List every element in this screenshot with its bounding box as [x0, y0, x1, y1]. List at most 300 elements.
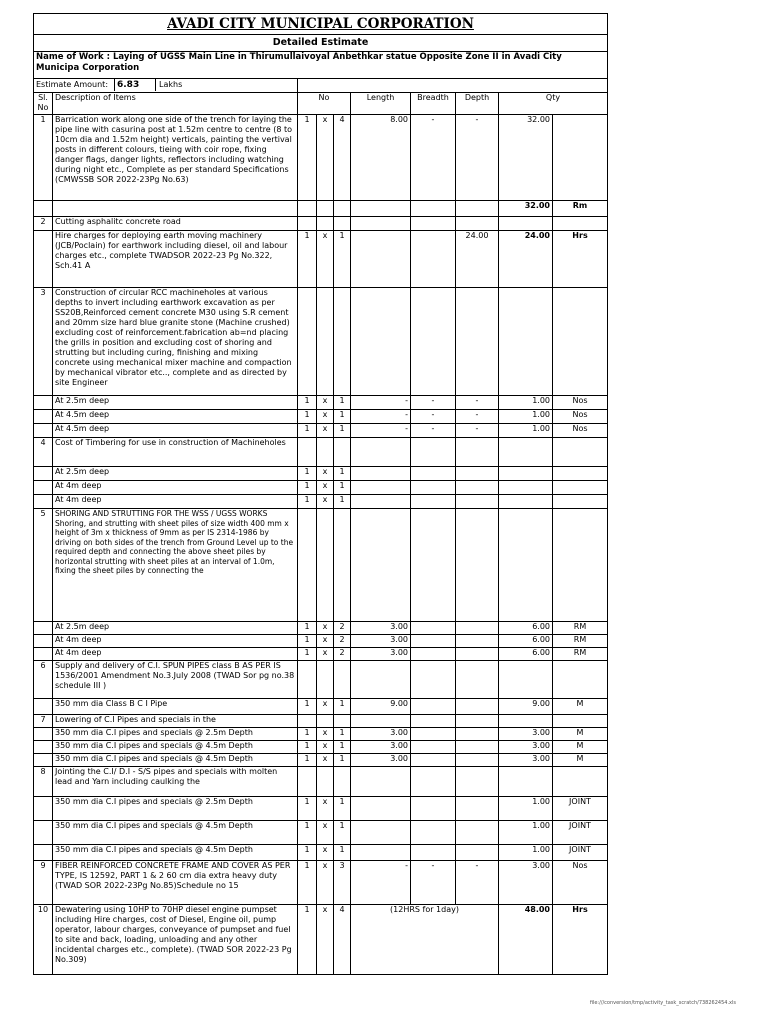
row-depth — [456, 495, 499, 509]
row-length — [351, 288, 411, 396]
row-multiply-sign — [317, 438, 334, 467]
row-length — [351, 495, 411, 509]
row-depth — [456, 715, 499, 728]
row-description: Cutting asphalitc concrete road — [53, 217, 298, 231]
page-subtitle: Detailed Estimate — [34, 35, 608, 52]
row-description: 350 mm dia C.I pipes and specials @ 4.5m Depth — [53, 754, 298, 767]
row-qty: 3.00 — [499, 861, 553, 905]
row-no-count: 1 — [298, 635, 317, 648]
row-qty — [499, 288, 553, 396]
row-sl — [34, 481, 53, 495]
row-unit: RM — [553, 622, 608, 635]
row-breadth — [411, 797, 456, 821]
row-multiply-sign: x — [317, 481, 334, 495]
row-breadth: - — [411, 115, 456, 201]
row-description: 350 mm dia C.I pipes and specials @ 2.5m Depth — [53, 797, 298, 821]
row-no-count — [298, 288, 317, 396]
row-unit: M — [553, 741, 608, 754]
row-sl: 2 — [34, 217, 53, 231]
table-row — [34, 797, 608, 821]
row-qty — [499, 767, 553, 797]
row-unit: RM — [553, 635, 608, 648]
row-qty: 3.00 — [499, 741, 553, 754]
row-qty: 6.00 — [499, 635, 553, 648]
row-no-multiplier — [334, 661, 351, 699]
table-row — [34, 741, 608, 754]
row-length: 3.00 — [351, 728, 411, 741]
row-qty: 6.00 — [499, 622, 553, 635]
row-breadth — [411, 217, 456, 231]
row-no-count: 1 — [298, 699, 317, 715]
row-breadth: - — [411, 424, 456, 438]
table-row — [34, 767, 608, 797]
row-multiply-sign — [317, 661, 334, 699]
row-no-multiplier: 1 — [334, 495, 351, 509]
row-multiply-sign — [317, 715, 334, 728]
row-no-multiplier: 1 — [334, 741, 351, 754]
row-multiply-sign — [317, 217, 334, 231]
row-qty: 1.00 — [499, 410, 553, 424]
table-row — [34, 845, 608, 861]
row-depth — [456, 845, 499, 861]
row-unit — [553, 217, 608, 231]
row-description: 350 mm dia C.I pipes and specials @ 4.5m Depth — [53, 845, 298, 861]
row-multiply-sign: x — [317, 699, 334, 715]
row-depth — [456, 467, 499, 481]
row-depth — [456, 661, 499, 699]
row-sl — [34, 821, 53, 845]
row-unit — [553, 509, 608, 622]
row-length — [351, 821, 411, 845]
row-breadth — [411, 767, 456, 797]
row-depth — [456, 797, 499, 821]
row-description: Construction of circular RCC machineholes at various depths to invert including earthwork excavation as per SS20B,Reinforced cement concrete M30 using S.R cement and 20mm size hard blue granite stone (Machine crushed) excluding cost of reinforcement.fabrication ab=nd placing the grills in position and excluding cost of shoring and strutting but including curing, finishing and mixing concrete using mechanical mixer machine and compaction by mechanical vibrator etc.., complete and as directed by site Engineer — [53, 288, 298, 396]
row-unit — [553, 661, 608, 699]
table-row — [34, 905, 608, 975]
row-description: At 4m deep — [53, 495, 298, 509]
row-no-multiplier: 4 — [334, 115, 351, 201]
row-description: At 4m deep — [53, 648, 298, 661]
row-unit: JOINT — [553, 821, 608, 845]
row-sl: 1 — [34, 115, 53, 201]
row-unit: Hrs — [553, 905, 608, 975]
row-unit — [553, 715, 608, 728]
row-length: - — [351, 424, 411, 438]
table-row — [34, 754, 608, 767]
row-breadth: - — [411, 410, 456, 424]
row-description: At 4.5m deep — [53, 424, 298, 438]
row-length — [351, 715, 411, 728]
row-description: Barrication work along one side of the trench for laying the pipe line with casurina post at 1.52m centre to centre (8 to 10cm dia and 1.52m height) verticals, painting the vertival posts in different colours, tieing with coir rope, fixing danger flags, danger lights, reflectors including watching during night etc., Complete as per standard Specifications (CMWSSB SOR 2022-23Pg No.63) — [53, 115, 298, 201]
row-sl — [34, 797, 53, 821]
row-no-multiplier: 1 — [334, 728, 351, 741]
row-no-multiplier: 1 — [334, 396, 351, 410]
table-row — [34, 699, 608, 715]
row-no-count — [298, 715, 317, 728]
row-no-multiplier — [334, 767, 351, 797]
row-length — [351, 481, 411, 495]
row-breadth — [411, 728, 456, 741]
row-multiply-sign: x — [317, 622, 334, 635]
row-description: 350 mm dia C.I pipes and specials @ 4.5m Depth — [53, 821, 298, 845]
table-row — [34, 201, 608, 217]
row-qty: 3.00 — [499, 754, 553, 767]
row-no-count — [298, 661, 317, 699]
row-depth — [456, 509, 499, 622]
table-row — [34, 861, 608, 905]
col-header-length: Length — [351, 93, 411, 115]
row-multiply-sign: x — [317, 754, 334, 767]
row-description: At 4.5m deep — [53, 410, 298, 424]
row-depth: 24.00 — [456, 231, 499, 288]
row-breadth: - — [411, 396, 456, 410]
row-no-multiplier: 1 — [334, 481, 351, 495]
row-sl: 4 — [34, 438, 53, 467]
table-row — [34, 661, 608, 699]
row-sl — [34, 754, 53, 767]
row-depth — [456, 622, 499, 635]
table-row — [34, 495, 608, 509]
row-length — [351, 797, 411, 821]
row-no-multiplier: 1 — [334, 410, 351, 424]
row-depth: - — [456, 861, 499, 905]
row-no-count: 1 — [298, 754, 317, 767]
row-depth — [456, 728, 499, 741]
row-no-count: 1 — [298, 845, 317, 861]
row-no-count: 1 — [298, 797, 317, 821]
row-no-multiplier — [334, 509, 351, 622]
row-depth — [456, 438, 499, 467]
row-sl — [34, 622, 53, 635]
row-multiply-sign: x — [317, 635, 334, 648]
row-qty — [499, 217, 553, 231]
row-description: At 2.5m deep — [53, 467, 298, 481]
row-multiply-sign: x — [317, 797, 334, 821]
row-multiply-sign: x — [317, 821, 334, 845]
row-multiply-sign: x — [317, 905, 334, 975]
row-qty — [499, 438, 553, 467]
row-depth: - — [456, 396, 499, 410]
row-qty: 6.00 — [499, 648, 553, 661]
row-unit — [553, 767, 608, 797]
row-no-count — [298, 509, 317, 622]
file-path-footer: file:///conversion/tmp/activity_task_scratch/738262454.xls — [589, 1000, 736, 1006]
row-length — [351, 231, 411, 288]
row-sl — [34, 648, 53, 661]
row-breadth — [411, 635, 456, 648]
row-no-count: 1 — [298, 905, 317, 975]
row-no-count: 1 — [298, 467, 317, 481]
table-row — [34, 622, 608, 635]
row-unit: Hrs — [553, 231, 608, 288]
table-row — [34, 217, 608, 231]
row-qty: 1.00 — [499, 845, 553, 861]
row-unit: Nos — [553, 424, 608, 438]
row-breadth — [411, 821, 456, 845]
row-multiply-sign: x — [317, 845, 334, 861]
row-sl: 5 — [34, 509, 53, 622]
row-length: (12HRS for 1day) — [351, 905, 499, 975]
estimate-amount-value: 6.83 — [115, 79, 156, 91]
col-header-sl: Sl. No — [34, 93, 53, 115]
row-description: Cost of Timbering for use in construction of Machineholes — [53, 438, 298, 467]
table-row — [34, 635, 608, 648]
row-sl — [34, 201, 53, 217]
row-no-multiplier: 4 — [334, 905, 351, 975]
row-description: Dewatering using 10HP to 70HP diesel engine pumpset including Hire charges, cost of Diesel, Engine oil, pump operator, labour charges, conveyance of pumpset and fuel to site and back, loading, unloading and any other incidental charges etc., complete). (TWAD SOR 2022-23 Pg No.309) — [53, 905, 298, 975]
row-no-multiplier — [334, 288, 351, 396]
row-no-multiplier: 1 — [334, 424, 351, 438]
row-sl — [34, 495, 53, 509]
row-depth — [456, 481, 499, 495]
row-no-multiplier — [334, 201, 351, 217]
row-no-multiplier: 2 — [334, 635, 351, 648]
row-length — [351, 661, 411, 699]
row-no-count: 1 — [298, 115, 317, 201]
col-header-qty: Qty — [499, 93, 608, 115]
row-breadth — [411, 754, 456, 767]
row-no-multiplier: 1 — [334, 821, 351, 845]
table-row — [34, 648, 608, 661]
row-sl: 6 — [34, 661, 53, 699]
table-row — [34, 396, 608, 410]
row-length — [351, 845, 411, 861]
row-qty — [499, 661, 553, 699]
col-header-description: Description of Items — [53, 93, 298, 115]
row-length — [351, 217, 411, 231]
table-row — [34, 821, 608, 845]
row-depth — [456, 754, 499, 767]
row-unit — [553, 467, 608, 481]
table-row — [34, 715, 608, 728]
row-breadth — [411, 741, 456, 754]
row-unit: Rm — [553, 201, 608, 217]
table-row — [34, 231, 608, 288]
row-multiply-sign — [317, 509, 334, 622]
row-breadth — [411, 231, 456, 288]
row-description: At 2.5m deep — [53, 396, 298, 410]
row-breadth — [411, 509, 456, 622]
row-breadth — [411, 622, 456, 635]
row-unit: RM — [553, 648, 608, 661]
row-no-count: 1 — [298, 821, 317, 845]
row-no-multiplier — [334, 438, 351, 467]
row-no-multiplier — [334, 715, 351, 728]
row-description: FIBER REINFORCED CONCRETE FRAME AND COVER AS PER TYPE, IS 12592, PART 1 & 2 60 cm dia extra heavy duty (TWAD SOR 2022-23Pg No.85)Schedule no 15 — [53, 861, 298, 905]
row-sl — [34, 741, 53, 754]
row-multiply-sign: x — [317, 861, 334, 905]
row-length: 3.00 — [351, 635, 411, 648]
row-breadth — [411, 201, 456, 217]
row-multiply-sign: x — [317, 115, 334, 201]
row-depth: - — [456, 115, 499, 201]
row-no-count — [298, 201, 317, 217]
row-no-multiplier: 2 — [334, 648, 351, 661]
row-multiply-sign: x — [317, 396, 334, 410]
row-multiply-sign — [317, 288, 334, 396]
table-row — [34, 115, 608, 201]
row-sl: 8 — [34, 767, 53, 797]
table-row — [34, 410, 608, 424]
row-no-count: 1 — [298, 231, 317, 288]
row-sl: 9 — [34, 861, 53, 905]
table-row — [34, 509, 608, 622]
row-unit — [553, 495, 608, 509]
row-description: At 4m deep — [53, 481, 298, 495]
row-depth — [456, 635, 499, 648]
row-unit — [553, 288, 608, 396]
row-no-count: 1 — [298, 424, 317, 438]
row-description: Jointing the C.I/ D.I - S/S pipes and specials with molten lead and Yarn including caulking the — [53, 767, 298, 797]
row-depth — [456, 217, 499, 231]
row-breadth — [411, 288, 456, 396]
row-multiply-sign: x — [317, 410, 334, 424]
estimate-amount-cell — [34, 79, 298, 93]
row-no-multiplier: 1 — [334, 797, 351, 821]
row-sl: 10 — [34, 905, 53, 975]
name-of-work: Name of Work : Laying of UGSS Main Line in Thirumullaivoyal Anbethkar statue Opposite Zone II in Avadi City Municipa Corporation — [34, 52, 608, 79]
row-sl — [34, 728, 53, 741]
row-qty: 3.00 — [499, 728, 553, 741]
row-qty — [499, 467, 553, 481]
row-length: 9.00 — [351, 699, 411, 715]
table-row — [34, 481, 608, 495]
row-breadth: - — [411, 861, 456, 905]
row-qty — [499, 481, 553, 495]
row-no-multiplier: 1 — [334, 699, 351, 715]
row-length: 3.00 — [351, 741, 411, 754]
row-depth — [456, 821, 499, 845]
row-no-count: 1 — [298, 622, 317, 635]
row-qty — [499, 509, 553, 622]
row-breadth — [411, 699, 456, 715]
row-description: Lowering of C.I Pipes and specials in the — [53, 715, 298, 728]
row-length: - — [351, 861, 411, 905]
row-sl — [34, 424, 53, 438]
col-header-no: No — [298, 93, 351, 115]
row-unit: M — [553, 728, 608, 741]
row-description — [53, 201, 298, 217]
row-description: Hire charges for deploying earth moving machinery (JCB/Poclain) for earthwork including diesel, oil and labour charges etc., complete TWADSOR 2022-23 Pg No.322, Sch.41 A — [53, 231, 298, 288]
row-sl: 7 — [34, 715, 53, 728]
row-multiply-sign: x — [317, 741, 334, 754]
row-description: At 2.5m deep — [53, 622, 298, 635]
row-breadth — [411, 438, 456, 467]
row-no-multiplier: 1 — [334, 845, 351, 861]
row-breadth — [411, 495, 456, 509]
row-unit: M — [553, 699, 608, 715]
col-header-breadth: Breadth — [411, 93, 456, 115]
row-description: 350 mm dia C.I pipes and specials @ 4.5m Depth — [53, 741, 298, 754]
row-qty: 1.00 — [499, 821, 553, 845]
row-unit: Nos — [553, 410, 608, 424]
row-multiply-sign — [317, 201, 334, 217]
row-sl — [34, 410, 53, 424]
row-depth: - — [456, 424, 499, 438]
row-no-count — [298, 438, 317, 467]
row-breadth — [411, 661, 456, 699]
row-multiply-sign: x — [317, 648, 334, 661]
row-depth — [456, 288, 499, 396]
row-sl — [34, 845, 53, 861]
row-sl — [34, 699, 53, 715]
row-breadth — [411, 648, 456, 661]
estimate-sheet — [33, 13, 608, 975]
row-depth — [456, 201, 499, 217]
estimate-amount-unit: Lakhs — [159, 80, 183, 89]
row-no-count — [298, 217, 317, 231]
row-unit — [553, 438, 608, 467]
row-no-count: 1 — [298, 741, 317, 754]
row-description: At 4m deep — [53, 635, 298, 648]
row-no-count: 1 — [298, 495, 317, 509]
table-row — [34, 728, 608, 741]
row-no-count: 1 — [298, 648, 317, 661]
row-no-multiplier — [334, 217, 351, 231]
row-multiply-sign: x — [317, 495, 334, 509]
row-multiply-sign — [317, 767, 334, 797]
row-unit: Nos — [553, 396, 608, 410]
row-unit — [553, 481, 608, 495]
row-sl: 3 — [34, 288, 53, 396]
table-row — [34, 424, 608, 438]
row-breadth — [411, 715, 456, 728]
row-length — [351, 467, 411, 481]
row-qty — [499, 495, 553, 509]
row-unit: M — [553, 754, 608, 767]
row-multiply-sign: x — [317, 424, 334, 438]
row-length — [351, 509, 411, 622]
row-description: Supply and delivery of C.I. SPUN PIPES class B AS PER IS 1536/2001 Amendment No.3.July 2008 (TWAD Sor pg no.38 schedule III ) — [53, 661, 298, 699]
row-no-multiplier: 1 — [334, 467, 351, 481]
row-sl — [34, 467, 53, 481]
row-no-count: 1 — [298, 728, 317, 741]
row-depth: - — [456, 410, 499, 424]
table-row — [34, 288, 608, 396]
row-no-multiplier: 1 — [334, 754, 351, 767]
row-unit: JOINT — [553, 797, 608, 821]
row-no-count: 1 — [298, 396, 317, 410]
row-qty — [499, 715, 553, 728]
row-description: 350 mm dia Class B C I Pipe — [53, 699, 298, 715]
row-qty: 1.00 — [499, 424, 553, 438]
row-no-count: 1 — [298, 861, 317, 905]
row-breadth — [411, 481, 456, 495]
row-length — [351, 438, 411, 467]
row-sl — [34, 635, 53, 648]
row-length: 3.00 — [351, 622, 411, 635]
row-description: 350 mm dia C.I pipes and specials @ 2.5m Depth — [53, 728, 298, 741]
row-length: - — [351, 396, 411, 410]
row-description: SHORING AND STRUTTING FOR THE WSS / UGSS WORKS Shoring, and strutting with sheet piles of size width 400 mm x height of 3m x thickness of 9mm as per IS 2314-1986 by driving on both sides of the trench from Ground Level up to the required depth and connecting the above sheet piles by horizontal strutting with sheet piles at an interval of 1.0m, fixing the sheet piles by connecting the — [53, 509, 298, 622]
row-depth — [456, 767, 499, 797]
row-length: 3.00 — [351, 648, 411, 661]
row-no-count: 1 — [298, 481, 317, 495]
row-no-multiplier: 3 — [334, 861, 351, 905]
row-length: 8.00 — [351, 115, 411, 201]
row-qty: 24.00 — [499, 231, 553, 288]
row-no-multiplier: 1 — [334, 231, 351, 288]
row-length — [351, 767, 411, 797]
row-breadth — [411, 467, 456, 481]
row-depth — [456, 741, 499, 754]
row-unit: JOINT — [553, 845, 608, 861]
table-row — [34, 438, 608, 467]
row-multiply-sign: x — [317, 728, 334, 741]
row-depth — [456, 648, 499, 661]
estimate-amount-label: Estimate Amount: — [34, 79, 115, 91]
row-breadth — [411, 845, 456, 861]
